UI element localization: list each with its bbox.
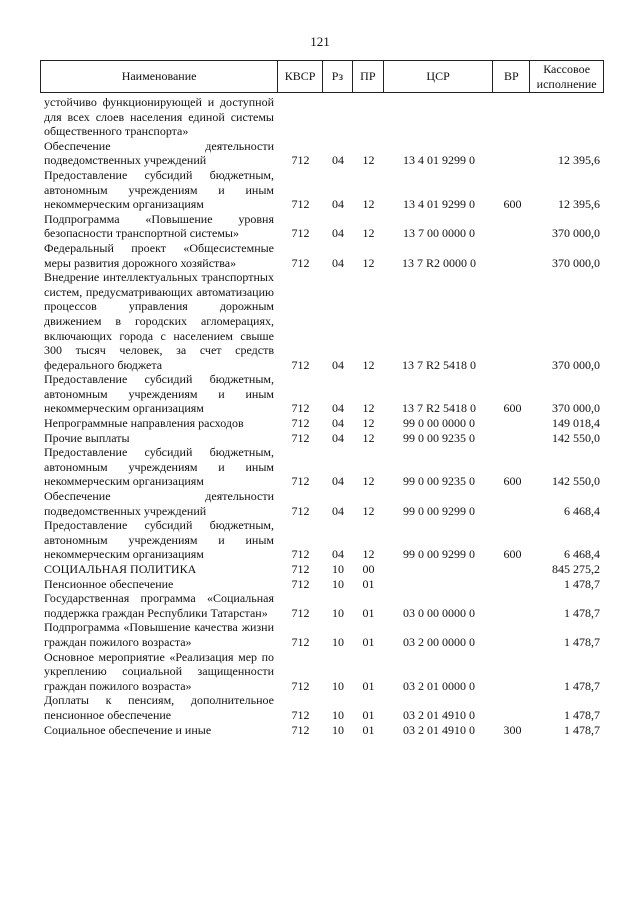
- cell-pr: 12: [362, 430, 375, 445]
- cell-pr: 12: [362, 401, 375, 416]
- cell-rz: 10: [332, 678, 344, 693]
- cell-csr: 99 0 00 9299 0: [403, 503, 475, 518]
- header-name: Наименование: [41, 61, 278, 92]
- cell-sum: 6 468,4: [564, 547, 600, 562]
- cell-rz: 04: [332, 226, 344, 241]
- cell-csr: 99 0 00 9235 0: [403, 430, 475, 445]
- cell-name: Непрограммные направления расходов: [44, 416, 244, 431]
- cell-pr: 12: [362, 503, 375, 518]
- cell-rz: 04: [332, 430, 344, 445]
- cell-kvsr: 712: [291, 605, 310, 620]
- cell-kvsr: 712: [291, 357, 310, 372]
- table-row: [40, 95, 604, 139]
- table-row: [40, 445, 604, 489]
- table-row: [40, 212, 604, 241]
- cell-csr: 99 0 00 9299 0: [403, 547, 475, 562]
- cell-name: Внедрение интеллектуальных транспортных систем, предусматривающих автоматизацию процессов управления дорожным движением в городских агломерациях, включающих города с населением свыше 300 тысяч человек, за счет средств федерального бюджета: [44, 270, 274, 372]
- cell-kvsr: 712: [291, 153, 310, 168]
- cell-pr: 12: [362, 255, 375, 270]
- table-row: [40, 562, 604, 577]
- cell-csr: 03 2 01 0000 0: [403, 678, 475, 693]
- cell-name: Доплаты к пенсиям, дополнительное пенсионное обеспечение: [44, 693, 274, 722]
- cell-rz: 04: [332, 255, 344, 270]
- cell-vr: 300: [503, 722, 522, 737]
- table-row: [40, 372, 604, 416]
- table-row: [40, 723, 604, 738]
- cell-rz: 10: [332, 562, 344, 576]
- cell-kvsr: 712: [291, 562, 310, 576]
- table-body: [40, 95, 604, 737]
- cell-kvsr: 712: [291, 503, 310, 518]
- cell-csr: 13 7 R2 0000 0: [401, 255, 476, 270]
- cell-rz: 10: [332, 576, 344, 591]
- cell-pr: 01: [362, 707, 375, 722]
- cell-sum: 1 478,7: [564, 678, 600, 693]
- cell-pr: 01: [362, 634, 375, 649]
- cell-sum: 142 550,0: [552, 474, 600, 489]
- cell-sum: 370 000,0: [552, 255, 600, 270]
- cell-rz: 10: [332, 707, 344, 722]
- cell-kvsr: 712: [291, 678, 310, 693]
- table-row: [40, 416, 604, 431]
- cell-kvsr: 712: [291, 547, 310, 562]
- cell-pr: 12: [362, 474, 375, 489]
- cell-pr: 12: [362, 547, 375, 562]
- table-row: [40, 489, 604, 518]
- cell-rz: 04: [332, 153, 344, 168]
- cell-name: СОЦИАЛЬНАЯ ПОЛИТИКА: [44, 562, 197, 576]
- header-sum: Кассовое исполнение: [536, 61, 597, 91]
- cell-name: Обеспечение деятельности подведомственных учреждений: [44, 138, 274, 168]
- cell-name: Предоставление субсидий бюджетным, автономным учреждениям и иным некоммерческим организациям: [44, 445, 274, 489]
- cell-name: Предоставление субсидий бюджетным, автономным учреждениям и иным некоммерческим организациям: [44, 167, 274, 212]
- cell-pr: 01: [362, 678, 375, 693]
- cell-name: Подпрограмма «Повышение качества жизни граждан пожилого возраста»: [44, 620, 274, 649]
- cell-kvsr: 712: [291, 722, 310, 737]
- table-row: [40, 650, 604, 694]
- cell-csr: 13 7 R2 5418 0: [401, 357, 476, 372]
- cell-kvsr: 712: [291, 430, 310, 445]
- cell-sum: 1 478,7: [564, 707, 600, 722]
- cell-kvsr: 712: [291, 707, 310, 722]
- cell-rz: 04: [332, 416, 344, 431]
- cell-sum: 370 000,0: [552, 226, 600, 241]
- cell-kvsr: 712: [291, 255, 310, 270]
- cell-name: устойчиво функционирующей и доступной для всех слоев населения единой системы общественного транспорта»: [44, 95, 274, 139]
- cell-pr: 12: [362, 226, 375, 241]
- cell-pr: 12: [362, 197, 375, 212]
- cell-csr: 03 2 01 4910 0: [403, 722, 475, 737]
- cell-csr: 03 0 00 0000 0: [403, 605, 475, 620]
- cell-name: Подпрограмма «Повышение уровня безопасности транспортной системы»: [44, 211, 274, 241]
- cell-pr: 01: [362, 722, 375, 737]
- table-row: [40, 270, 604, 372]
- cell-kvsr: 712: [291, 576, 310, 591]
- cell-csr: 13 7 00 0000 0: [403, 226, 475, 241]
- cell-kvsr: 712: [291, 401, 310, 416]
- cell-rz: 10: [332, 722, 344, 737]
- header-csr: ЦСР: [384, 61, 494, 92]
- cell-kvsr: 712: [291, 226, 310, 241]
- cell-name: Пенсионное обеспечение: [44, 576, 174, 591]
- cell-rz: 04: [332, 547, 344, 562]
- table-row: [40, 139, 604, 168]
- cell-sum: 12 395,6: [558, 153, 600, 168]
- cell-pr: 01: [362, 576, 375, 591]
- cell-kvsr: 712: [291, 416, 310, 431]
- table-row: [40, 693, 604, 722]
- cell-csr: 03 2 00 0000 0: [403, 634, 475, 649]
- cell-vr: 600: [503, 474, 522, 489]
- table-header: [40, 60, 604, 93]
- cell-rz: 04: [332, 197, 344, 212]
- cell-csr: 13 4 01 9299 0: [403, 153, 475, 168]
- table-row: [40, 168, 604, 212]
- cell-kvsr: 712: [291, 197, 310, 212]
- header-vr: ВР: [493, 61, 530, 92]
- header-pr: ПР: [353, 61, 384, 92]
- cell-vr: 600: [503, 547, 522, 562]
- cell-name: Федеральный проект «Общесистемные меры развития дорожного хозяйства»: [44, 240, 274, 270]
- cell-sum: 12 395,6: [558, 197, 600, 212]
- cell-rz: 10: [332, 605, 344, 620]
- cell-name: Прочие выплаты: [44, 430, 130, 445]
- cell-vr: 600: [503, 197, 522, 212]
- cell-sum: 149 018,4: [552, 416, 600, 431]
- header-kvsr: КВСР: [278, 61, 323, 92]
- cell-name: Основное мероприятие «Реализация мер по укреплению социальной защищенности граждан пожилого возраста»: [44, 649, 274, 693]
- cell-kvsr: 712: [291, 634, 310, 649]
- cell-rz: 04: [332, 401, 344, 416]
- cell-rz: 10: [332, 634, 344, 649]
- cell-csr: 99 0 00 0000 0: [403, 416, 475, 431]
- cell-name: Предоставление субсидий бюджетным, автономным учреждениям и иным некоммерческим организациям: [44, 518, 274, 562]
- cell-sum: 1 478,7: [564, 576, 600, 591]
- page-number: 121: [310, 34, 330, 49]
- cell-name: Государственная программа «Социальная поддержка граждан Республики Татарстан»: [44, 591, 274, 620]
- cell-sum: 1 478,7: [564, 605, 600, 620]
- table-row: [40, 591, 604, 620]
- cell-rz: 04: [332, 357, 344, 372]
- cell-sum: 1 478,7: [564, 722, 600, 737]
- cell-vr: 600: [503, 401, 522, 416]
- cell-name: Обеспечение деятельности подведомственных учреждений: [44, 489, 274, 518]
- cell-pr: 12: [362, 416, 375, 431]
- cell-sum: 370 000,0: [552, 357, 600, 372]
- cell-kvsr: 712: [291, 474, 310, 489]
- cell-sum: 845 275,2: [552, 562, 600, 576]
- cell-pr: 12: [362, 153, 375, 168]
- cell-sum: 1 478,7: [564, 634, 600, 649]
- cell-pr: 01: [362, 605, 375, 620]
- table-row: [40, 241, 604, 270]
- cell-csr: 13 4 01 9299 0: [403, 197, 475, 212]
- cell-name: Социальное обеспечение и иные: [44, 722, 212, 737]
- cell-csr: 13 7 R2 5418 0: [401, 401, 476, 416]
- cell-csr: 03 2 01 4910 0: [403, 707, 475, 722]
- cell-pr: 00: [362, 562, 375, 576]
- cell-csr: 99 0 00 9235 0: [403, 474, 475, 489]
- cell-rz: 04: [332, 474, 344, 489]
- cell-sum: 6 468,4: [564, 503, 600, 518]
- cell-pr: 12: [362, 357, 375, 372]
- cell-sum: 142 550,0: [552, 430, 600, 445]
- table-row: [40, 620, 604, 649]
- header-rz: Рз: [323, 61, 353, 92]
- table-row: [40, 431, 604, 446]
- table-row: [40, 518, 604, 562]
- cell-name: Предоставление субсидий бюджетным, автономным учреждениям и иным некоммерческим организациям: [44, 372, 274, 416]
- table-row: [40, 577, 604, 592]
- cell-sum: 370 000,0: [552, 401, 600, 416]
- cell-rz: 04: [332, 503, 344, 518]
